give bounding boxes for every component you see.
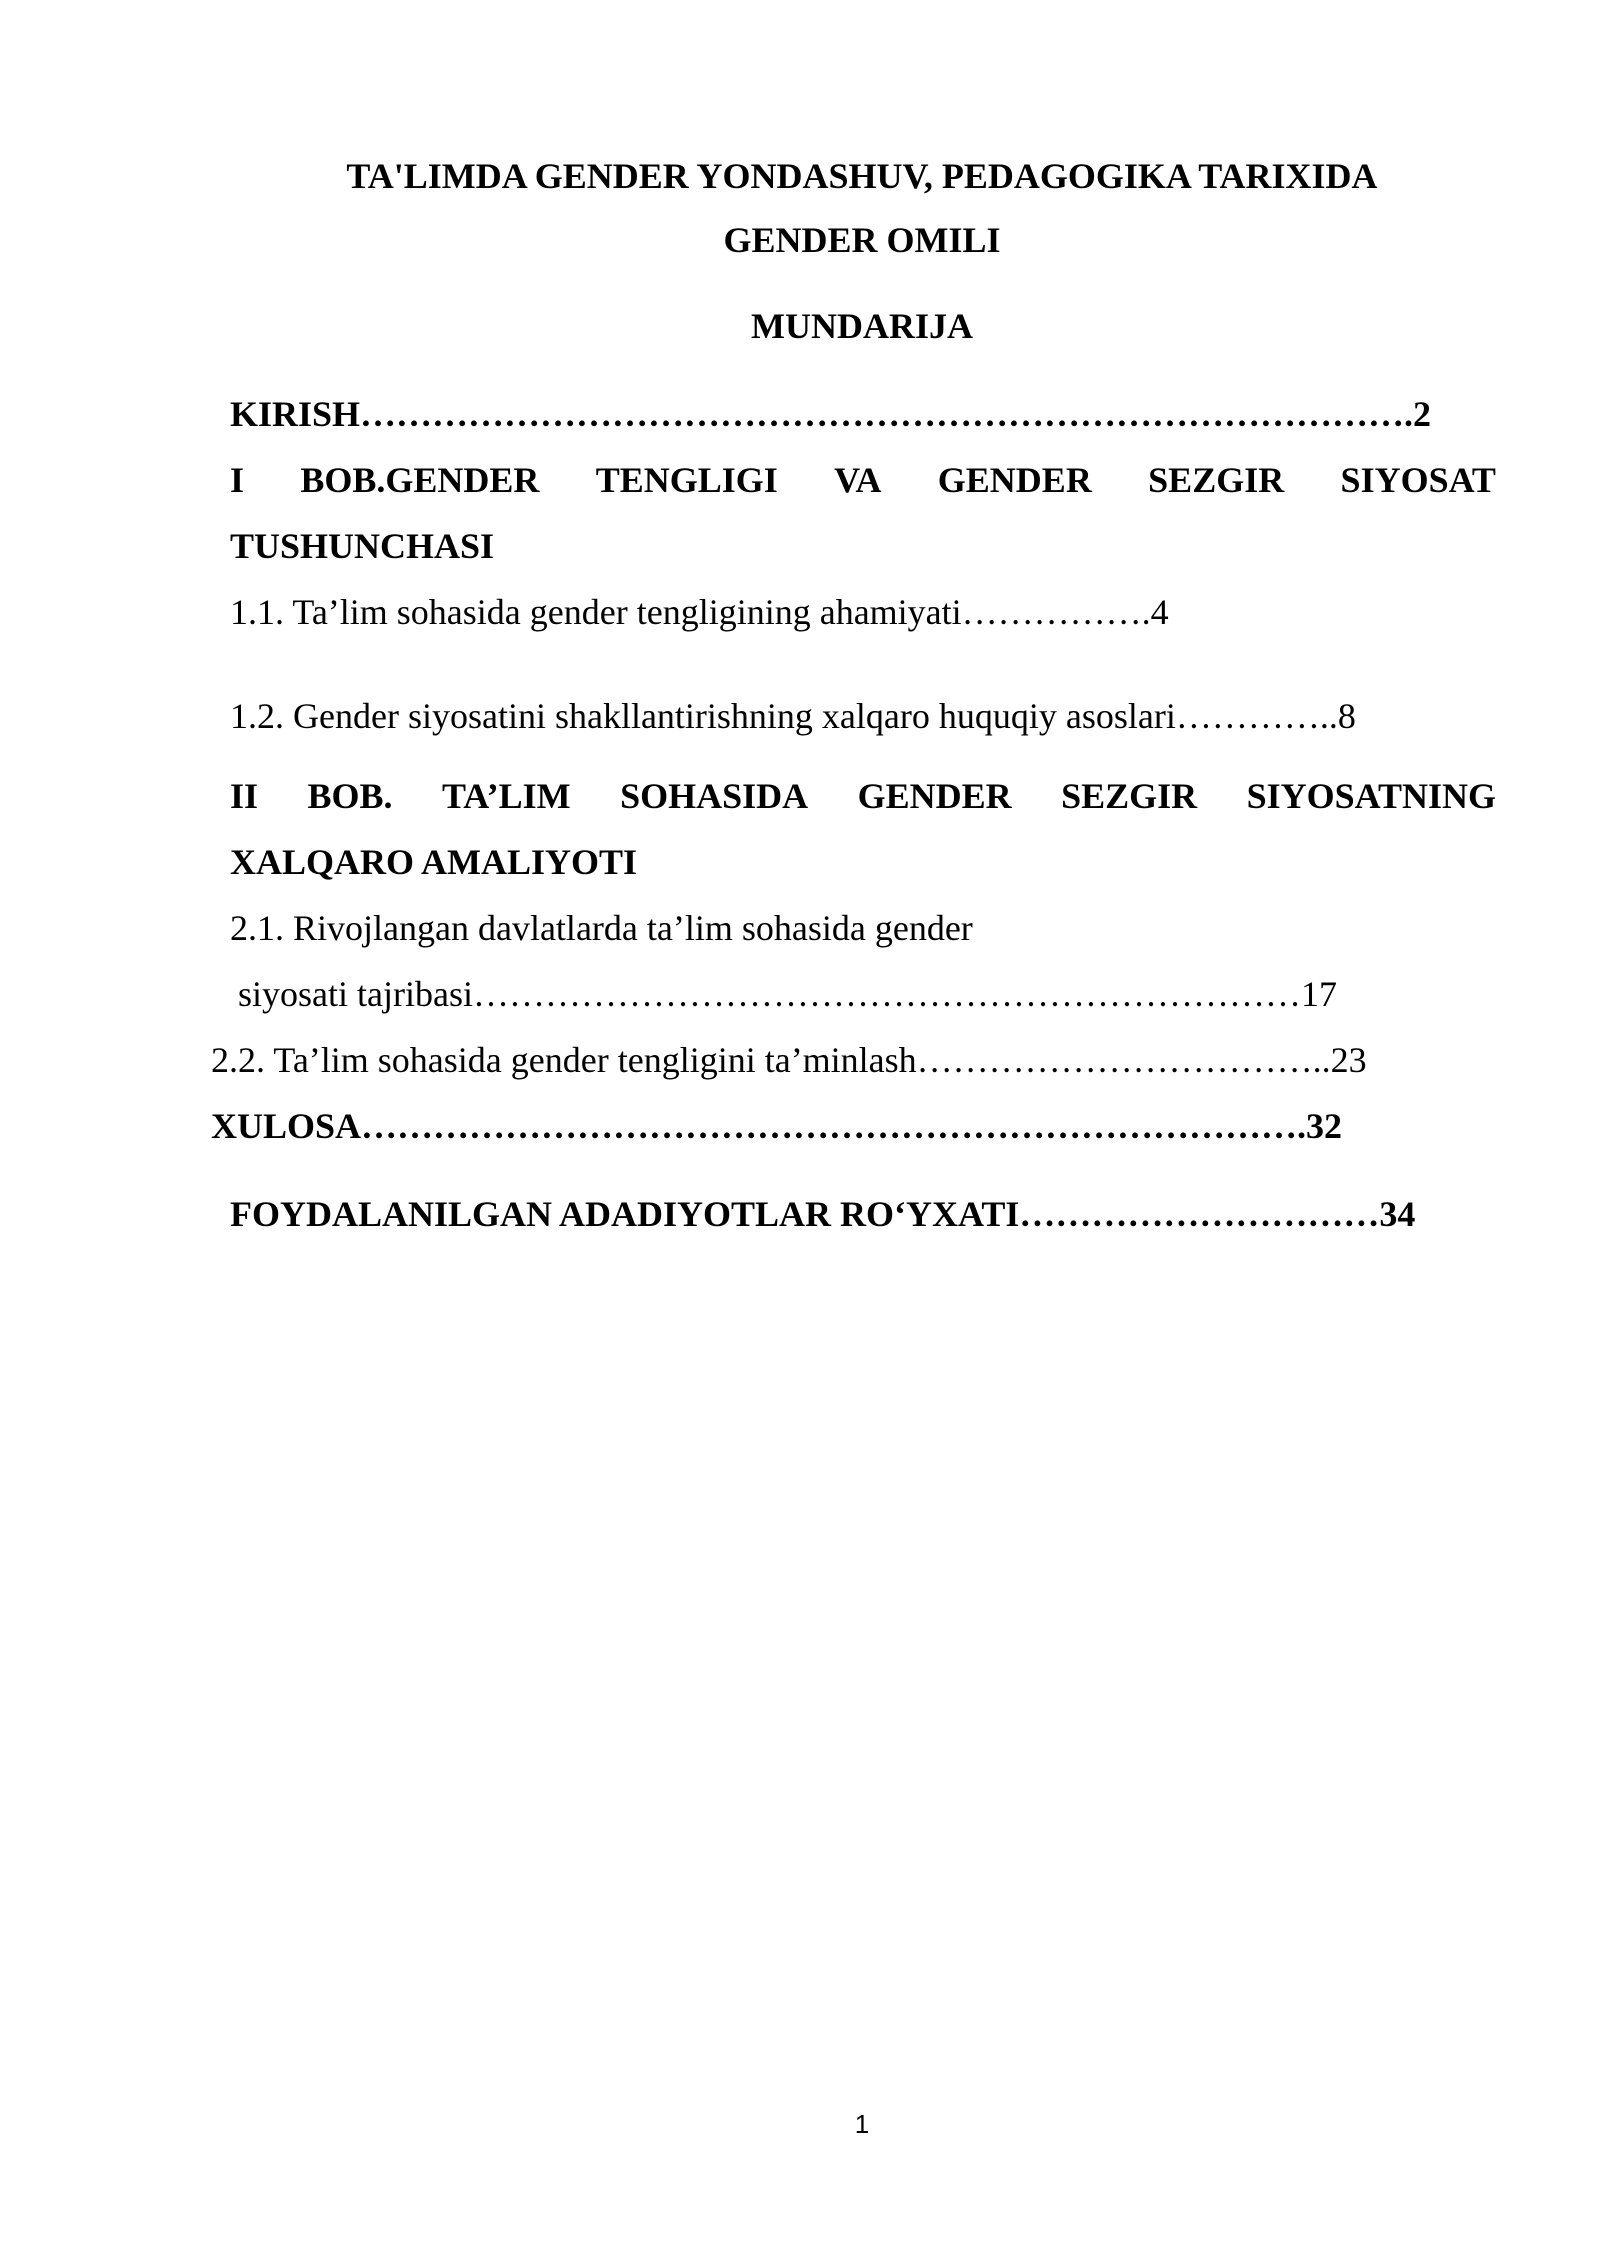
toc-word: GENDER [857, 776, 1012, 816]
toc-entry-bob1-line2: TUSHUNCHASI [230, 526, 495, 566]
toc-entry-1-1: 1.1. Ta’lim sohasida gender tengligining ahamiyati…………….4 [230, 592, 1169, 632]
document-title-line1: TA'LIMDA GENDER YONDASHUV, PEDAGOGIKA TARIXIDA [346, 156, 1378, 196]
toc-word: TA’LIM [441, 776, 571, 816]
document-title-line2: GENDER OMILI [723, 220, 1001, 260]
toc-entry-xulosa: XULOSA…………………………………………………………………….32 [211, 1106, 1343, 1146]
toc-word: BOB. [307, 776, 393, 816]
toc-word: SIYOSAT [1340, 460, 1496, 500]
toc-word: I [230, 460, 245, 500]
toc-word: TENGLIGI [595, 460, 778, 500]
toc-entry-2-2: 2.2. Ta’lim sohasida gender tengligini ta’minlash……………………………..23 [211, 1040, 1367, 1080]
toc-word: GENDER [937, 460, 1092, 500]
toc-word: SOHASIDA [620, 776, 809, 816]
toc-entry-bob1-line1 [230, 458, 1496, 502]
toc-word: BOB.GENDER [300, 460, 540, 500]
page-number: 1 [854, 2109, 870, 2139]
toc-word: SEZGIR [1061, 776, 1198, 816]
toc-entry-foydalanilgan: FOYDALANILGAN ADADIYOTLAR RO‘YXATI…………………………34 [230, 1194, 1416, 1234]
toc-word: VA [834, 460, 882, 500]
toc-word: II [230, 776, 259, 816]
toc-entry-1-2: 1.2. Gender siyosatini shakllantirishning xalqaro huquqiy asoslari…………..8 [230, 696, 1356, 736]
toc-entry-2-1-line2: siyosati tajribasi……………………………………………………………17 [238, 974, 1337, 1014]
toc-entry-kirish: KIRISH…………………………………………………………………………….2 [230, 394, 1432, 434]
toc-entry-2-1-line1: 2.1. Rivojlangan davlatlarda ta’lim sohasida gender [230, 908, 973, 948]
toc-entry-bob2-line2: XALQARO AMALIYOTI [230, 842, 638, 882]
toc-word: SEZGIR [1148, 460, 1285, 500]
toc-word: SIYOSATNING [1246, 776, 1496, 816]
toc-heading: MUNDARIJA [751, 306, 973, 346]
toc-entry-bob2-line1 [230, 774, 1496, 818]
